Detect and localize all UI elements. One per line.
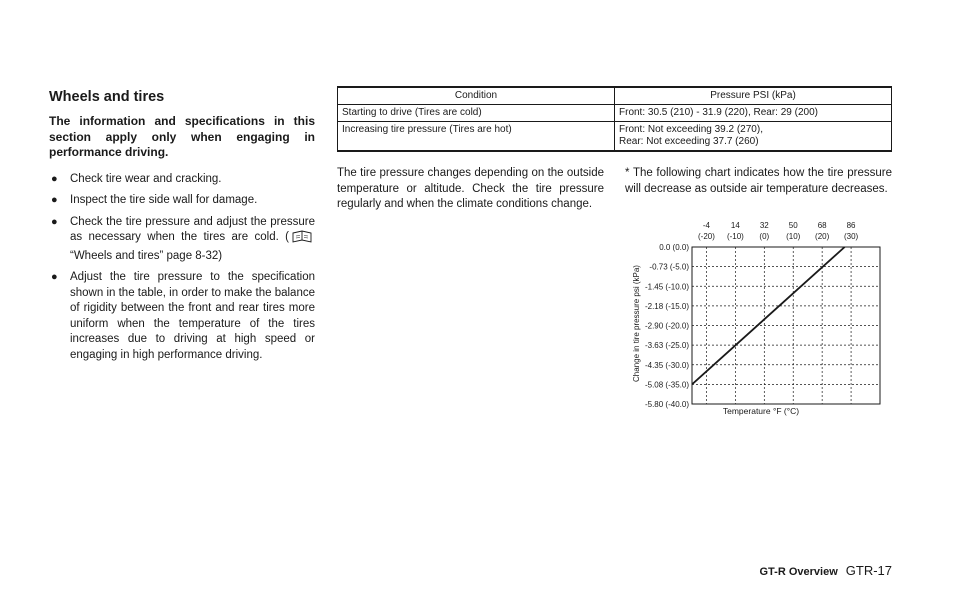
y-tick-label: -0.73 (-5.0) bbox=[649, 262, 689, 272]
bullet-item bbox=[49, 270, 315, 363]
x-tick-label-c: (-20) bbox=[698, 232, 715, 241]
y-tick-label: -4.35 (-30.0) bbox=[644, 360, 689, 370]
x-tick-label-c: (30) bbox=[843, 232, 859, 241]
y-tick-label: -1.45 (-10.0) bbox=[644, 282, 689, 292]
bullet-text: Check the tire pressure and adjust the pressure as necessary when the tires are cold. ( bbox=[70, 215, 315, 243]
bullet-icon: ● bbox=[51, 215, 58, 228]
bullet-icon: ● bbox=[51, 271, 58, 283]
pressure-line: Rear: Not exceeding 37.7 (260) bbox=[619, 136, 759, 147]
bullet-item bbox=[49, 193, 315, 209]
y-tick-label: -2.18 (-15.0) bbox=[644, 301, 689, 311]
bullet-text: Check tire wear and cracking. bbox=[70, 172, 222, 185]
x-tick-label-f: 86 bbox=[846, 221, 856, 230]
y-tick-label: -2.90 (-20.0) bbox=[644, 321, 689, 331]
table-header-row bbox=[338, 87, 892, 105]
left-column bbox=[49, 88, 315, 369]
pressure-table bbox=[337, 86, 892, 152]
section-intro: The information and specifications in this section apply only when engaging in performance driving. bbox=[49, 114, 315, 159]
section-title: Wheels and tires bbox=[49, 89, 165, 105]
pressure-line-series bbox=[692, 247, 845, 384]
x-tick-label-f: 50 bbox=[788, 221, 798, 230]
x-tick-label-c: (10) bbox=[786, 232, 801, 241]
table-cell-pressure: Front: 30.5 (210) - 31.9 (220), Rear: 29 (200) bbox=[615, 105, 892, 122]
bullet-list bbox=[49, 172, 315, 364]
x-tick-label-f: 68 bbox=[817, 221, 827, 230]
y-axis-label: Change in tire pressure psi (kPa) bbox=[632, 265, 641, 382]
table-header-pressure: Pressure PSI (kPa) bbox=[615, 87, 892, 105]
x-tick-label-c: (-10) bbox=[726, 232, 744, 241]
x-axis-label: Temperature °F (°C) bbox=[722, 406, 800, 416]
page-number: GTR-17 bbox=[845, 563, 892, 578]
x-tick-label-f: 32 bbox=[759, 221, 769, 230]
table-cell-pressure bbox=[615, 122, 892, 152]
temperature-note-paragraph: The tire pressure changes depending on the outside temperature or altitude. Check the tire pressure regularly and when the climate conditions change. bbox=[337, 167, 604, 210]
chart-intro-paragraph: * The following chart indicates how the tire pressure will decrease as outside air temperature decreases. bbox=[625, 167, 892, 195]
table-row bbox=[338, 122, 892, 152]
bullet-text: Inspect the tire side wall for damage. bbox=[70, 194, 258, 206]
y-tick-label: 0.0 (0.0) bbox=[659, 243, 689, 252]
tire-pressure-chart bbox=[628, 218, 884, 418]
table-cell-condition: Starting to drive (Tires are cold) bbox=[338, 105, 615, 122]
bullet-item bbox=[49, 215, 315, 265]
bullet-item bbox=[49, 172, 315, 188]
bullet-icon: ● bbox=[51, 194, 58, 206]
book-reference-icon bbox=[291, 230, 313, 249]
x-tick-label-f: -4 bbox=[702, 221, 711, 230]
x-tick-label-f: 14 bbox=[730, 221, 740, 230]
bullet-icon: ● bbox=[51, 172, 58, 185]
page-footer bbox=[760, 563, 893, 578]
table-header-condition: Condition bbox=[338, 87, 615, 105]
table-row bbox=[338, 105, 892, 122]
x-tick-label-c: (0) bbox=[759, 232, 770, 241]
bullet-text: “Wheels and tires” page 8-32) bbox=[70, 249, 223, 262]
x-tick-label-c: (20) bbox=[815, 232, 830, 241]
pressure-line: Front: Not exceeding 39.2 (270), bbox=[619, 124, 763, 135]
footer-section-label: GT-R Overview bbox=[759, 566, 838, 578]
table-cell-condition: Increasing tire pressure (Tires are hot) bbox=[338, 122, 615, 152]
y-tick-label: -5.80 (-40.0) bbox=[644, 400, 689, 409]
y-tick-label: -3.63 (-25.0) bbox=[644, 341, 689, 351]
bullet-text: Adjust the tire pressure to the specification shown in the table, in order to make the balance of rigidity between the front and rear tires more uniform when the temperature of the tires increases due to driving at high speed or engaging in high performance driving. bbox=[70, 271, 315, 361]
y-tick-label: -5.08 (-35.0) bbox=[644, 380, 689, 390]
